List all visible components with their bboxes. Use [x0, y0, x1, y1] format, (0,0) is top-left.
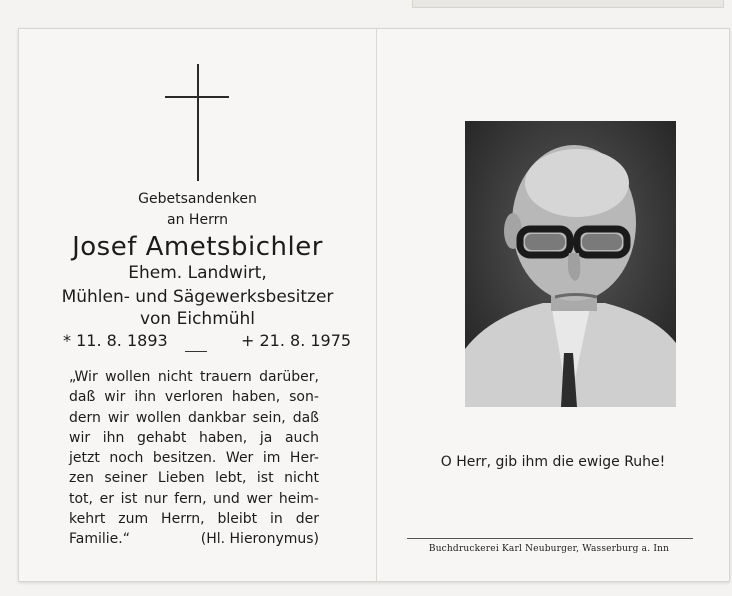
- prayer-text: O Herr, gib ihm die ewige Ruhe!: [440, 454, 666, 470]
- portrait-photo: [465, 121, 676, 407]
- quote-line: [69, 367, 319, 387]
- quote-word: wollen: [105, 369, 151, 385]
- quote-word: wir: [107, 409, 129, 426]
- quote-word: in: [270, 511, 283, 528]
- quote-word: nicht: [284, 470, 319, 487]
- cross-icon: [197, 64, 199, 181]
- printer-rule: [407, 538, 693, 539]
- quote-word: haben,: [198, 429, 248, 446]
- portrait-image: [465, 121, 676, 407]
- right-panel: [377, 29, 729, 581]
- quote-word: verloren: [164, 389, 223, 406]
- quote-word: wollen: [135, 409, 182, 426]
- quote-word: Wer: [225, 450, 254, 467]
- quote-word: nicht: [157, 369, 193, 385]
- quote-word: nur: [143, 490, 168, 507]
- quote-word: jetzt: [69, 450, 100, 467]
- quote-word: dern: [69, 409, 101, 426]
- deceased-name: Josef Ametsbichler: [72, 232, 323, 262]
- title-line-3: von Eichmühl: [139, 309, 256, 329]
- quote-word: daß: [292, 409, 319, 426]
- title-line-1: Ehem. Landwirt,: [128, 263, 267, 283]
- quote-word: Her-: [289, 450, 319, 467]
- quote-word: und: [213, 490, 240, 507]
- quote-word: Herrn,: [161, 511, 205, 528]
- quote-word: tot,: [69, 490, 93, 507]
- quote-word: heim-: [278, 490, 319, 507]
- quote-word: wir: [104, 389, 126, 406]
- quote-word: ihn: [134, 389, 156, 406]
- quote-word: bleibt: [217, 511, 258, 528]
- quote-word: der: [295, 511, 319, 528]
- quote-line: [69, 468, 319, 488]
- quote-word: auch: [284, 429, 319, 446]
- quote-line: [69, 408, 319, 428]
- quote-line: [69, 529, 319, 549]
- date-dash: [185, 351, 207, 352]
- quote-word: ja: [259, 429, 273, 446]
- left-panel: [19, 29, 376, 581]
- birth-date: * 11. 8. 1893: [63, 331, 168, 350]
- quote-word: kehrt: [69, 511, 106, 528]
- memorial-card: [18, 28, 730, 582]
- quote-word: er: [99, 490, 115, 507]
- quote-word: zen: [69, 470, 94, 487]
- quote-word: seiner: [104, 470, 148, 487]
- quote-line: [69, 489, 319, 509]
- quote-word: Familie.“: [69, 531, 130, 548]
- printer-credit: Buchdruckerei Karl Neuburger, Wasserburg a. Inn: [428, 544, 670, 554]
- quote-word: im: [262, 450, 281, 467]
- card-edge-scrap: [412, 0, 724, 8]
- quote-word: darüber,: [259, 369, 319, 385]
- quote-line: [69, 428, 319, 448]
- quote-word: „Wir: [69, 369, 98, 385]
- heading-line-2: an Herrn: [167, 212, 228, 228]
- quote-word: haben,: [231, 389, 281, 406]
- quote-block: [69, 367, 319, 550]
- quote-word: ist: [256, 470, 274, 487]
- quote-word: ihn: [102, 429, 125, 446]
- quote-word: son-: [289, 389, 319, 406]
- quote-word: besitzen.: [152, 450, 217, 467]
- quote-word: noch: [109, 450, 144, 467]
- cross-icon-bar: [165, 96, 229, 98]
- quote-line: [69, 448, 319, 468]
- quote-word: dankbar: [188, 409, 246, 426]
- quote-word: sein,: [252, 409, 286, 426]
- quote-word: wir: [69, 429, 91, 446]
- quote-word: wer: [246, 490, 273, 507]
- quote-word: zum: [118, 511, 149, 528]
- title-line-2: Mühlen- und Sägewerksbesitzer: [61, 287, 334, 307]
- quote-word: lebt,: [215, 470, 247, 487]
- heading-line-1: Gebetsandenken: [138, 191, 257, 207]
- quote-word: gehabt: [137, 429, 187, 446]
- quote-word: trauern: [200, 369, 252, 385]
- death-date: + 21. 8. 1975: [241, 331, 352, 350]
- quote-word: ist: [120, 490, 138, 507]
- quote-word: fern,: [174, 490, 207, 507]
- quote-word: daß: [69, 389, 96, 406]
- quote-line: [69, 509, 319, 529]
- quote-word: (Hl. Hieronymus): [200, 531, 319, 548]
- quote-line: [69, 387, 319, 407]
- quote-word: Lieben: [157, 470, 205, 487]
